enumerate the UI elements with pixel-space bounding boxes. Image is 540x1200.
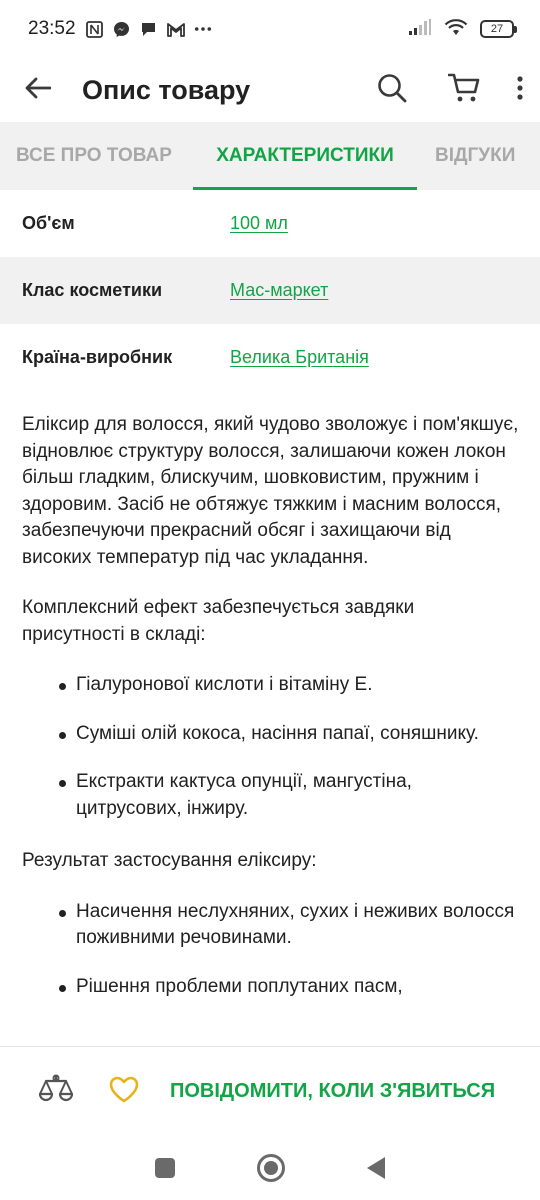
description-intro: Еліксир для волосся, який чудово зволожує і пом'якшує, відновлює структуру волосся, залишаючи кожен локон більш гладким, блискучим, шовковистим, пружним і здоровим. Засіб не обтяжує тяжким і масним волосся, забезпечуючи прекрасний обсяг і захищаючи від високих температур під час укладання. (22, 414, 519, 568)
chat-icon (140, 20, 158, 38)
tab-reviews[interactable]: ВІДГУКИ (435, 145, 516, 166)
spec-value-link[interactable]: Велика Британія (230, 347, 369, 367)
cart-icon (448, 73, 480, 108)
bottom-action-bar (0, 1046, 540, 1136)
product-description (22, 412, 522, 1026)
search-icon (377, 73, 407, 108)
back-arrow-icon (25, 77, 51, 104)
spec-value-link[interactable]: Мас-маркет (230, 280, 329, 300)
compare-scales-icon (38, 1073, 74, 1110)
back-button[interactable] (0, 58, 76, 122)
app-bar-actions (356, 58, 540, 122)
signal-icon (408, 18, 432, 41)
list-item: Суміші олій кокоса, насіння папаї, соняшнику. (22, 721, 522, 748)
page-title: Опис товару (82, 74, 251, 105)
compare-button[interactable] (18, 1047, 94, 1137)
notification-icons (86, 20, 212, 38)
spec-label: Країна-виробник (22, 347, 173, 367)
system-icons (408, 18, 514, 41)
list-item: Рішення проблеми поплутаних пасм, (22, 974, 522, 1001)
product-tabs (0, 122, 540, 190)
spec-row-cosmetics-class (0, 257, 540, 324)
spec-label: Клас косметики (22, 280, 163, 300)
favorite-button[interactable] (94, 1047, 154, 1137)
search-button[interactable] (356, 58, 428, 122)
heart-icon (109, 1076, 139, 1108)
system-back-button[interactable] (367, 1157, 385, 1179)
spec-label: Об'єм (22, 213, 75, 233)
notify-when-available-button[interactable]: ПОВІДОМИТИ, КОЛИ З'ЯВИТЬСЯ (170, 1080, 496, 1102)
battery-level: 27 (490, 23, 504, 35)
spec-row-country (0, 324, 540, 391)
tab-all-about-product[interactable]: ВСЕ ПРО ТОВАР (16, 145, 172, 166)
wifi-icon (444, 18, 468, 41)
more-dots-icon (194, 20, 212, 38)
spec-value-link[interactable]: 100 мл (230, 213, 288, 233)
specs-table (0, 190, 540, 391)
status-bar (0, 0, 540, 58)
result-heading: Результат застосування еліксиру: (22, 850, 317, 871)
more-button[interactable] (500, 58, 540, 122)
home-dot-icon (264, 1161, 278, 1175)
system-nav-bar (0, 1136, 540, 1200)
nfc-icon (86, 20, 104, 38)
cart-button[interactable] (428, 58, 500, 122)
home-button[interactable] (257, 1154, 285, 1182)
app-bar (0, 58, 540, 122)
gmail-icon (167, 20, 185, 38)
more-vert-icon (517, 76, 523, 105)
tab-characteristics[interactable]: ХАРАКТЕРИСТИКИ (193, 122, 417, 190)
complex-heading: Комплексний ефект забезпечується завдяки присутності в складі: (22, 597, 415, 645)
recent-apps-button[interactable] (155, 1158, 175, 1178)
status-time: 23:52 (28, 18, 76, 39)
complex-list (22, 672, 522, 822)
messenger-icon (113, 20, 131, 38)
result-list (22, 899, 522, 1001)
battery-icon (480, 20, 514, 38)
list-item: Гіалуронової кислоти і вітаміну Е. (22, 672, 522, 699)
list-item: Екстракти кактуса опунції, мангустіна, цитрусових, інжиру. (22, 769, 522, 822)
spec-row-volume (0, 190, 540, 257)
list-item: Насичення неслухняних, сухих і неживих волосся поживними речовинами. (22, 899, 522, 952)
